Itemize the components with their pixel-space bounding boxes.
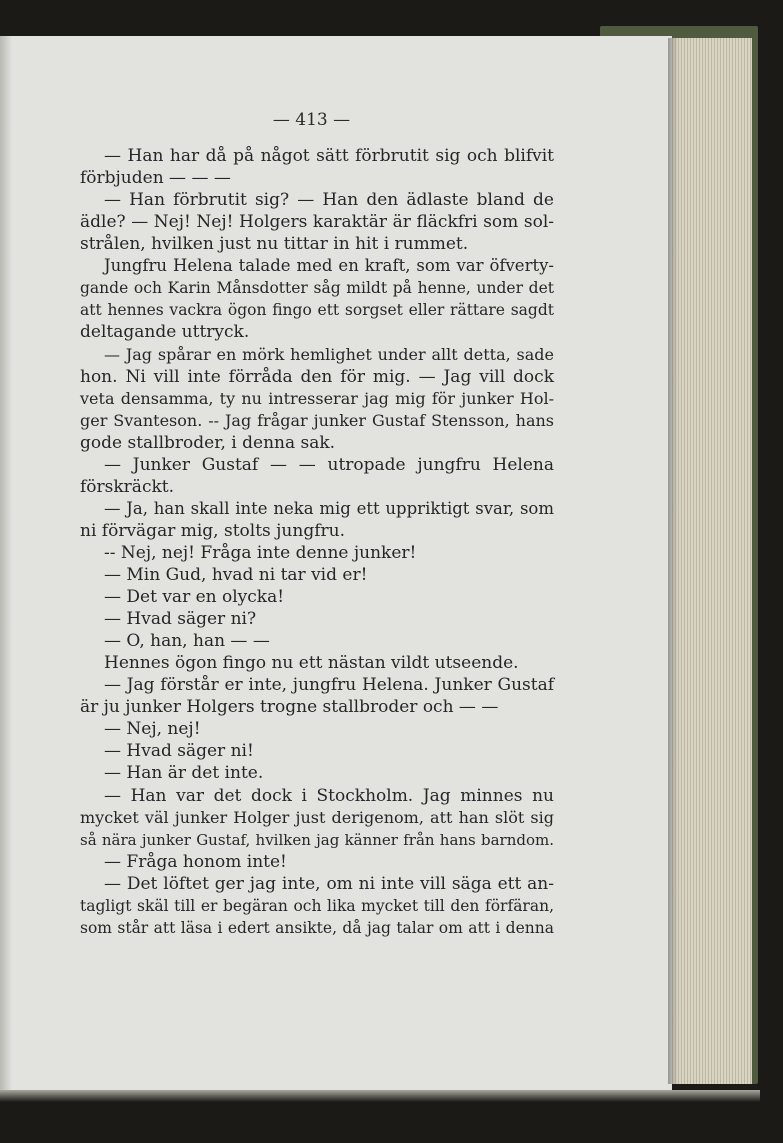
text-line: — Hvad säger ni! bbox=[104, 741, 254, 762]
page-gutter-shadow bbox=[0, 36, 12, 1092]
text-line: förskräckt. bbox=[80, 476, 174, 497]
text-line: förbjuden — — — bbox=[80, 168, 231, 189]
page-number: — 413 — bbox=[272, 110, 351, 130]
text-line: ni förvägar mig, stolts jungfru. bbox=[80, 520, 345, 541]
text-line: att hennes vackra ögon fingo ett sorgset eller rättare sagdt bbox=[80, 301, 554, 320]
text-line: — Min Gud, hvad ni tar vid er! bbox=[104, 565, 368, 585]
text-line: ädle? — Nej! Nej! Holgers karaktär är fläckfri som sol- bbox=[80, 212, 554, 233]
text-line: — Ja, han skall inte neka mig ett uppriktigt svar, som bbox=[104, 498, 554, 518]
text-line: är ju junker Holgers trogne stallbroder och — — bbox=[80, 697, 499, 718]
text-line: Hennes ögon fingo nu ett nästan vildt utseende. bbox=[104, 653, 519, 674]
text-line: — Fråga honom inte! bbox=[104, 851, 287, 872]
text-line: — Det var en olycka! bbox=[104, 587, 285, 607]
text-line: — Jag spårar en mörk hemlighet under allt detta, sade bbox=[104, 344, 554, 364]
fore-edge-shadow bbox=[668, 38, 678, 1084]
text-line: gande och Karin Månsdotter såg mildt på henne, under det bbox=[80, 279, 554, 298]
text-line: — O, han, han — — bbox=[104, 631, 270, 652]
text-line: deltagande uttryck. bbox=[80, 322, 250, 343]
page-bottom-edge bbox=[0, 1090, 760, 1102]
text-line: hon. Ni vill inte förråda den för mig. — Jag vill dock bbox=[80, 366, 554, 387]
text-line: ger Svanteson. -- Jag frågar junker Gustaf Stensson, hans bbox=[80, 410, 554, 430]
text-line: — Jag förstår er inte, jungfru Helena. Junker Gustaf bbox=[104, 675, 554, 696]
text-line: -- Nej, nej! Fråga inte denne junker! bbox=[104, 542, 417, 563]
text-line: veta densamma, ty nu intresserar jag mig för junker Hol- bbox=[80, 388, 554, 408]
text-line: strålen, hvilken just nu tittar in hit i rummet. bbox=[80, 234, 469, 255]
text-line: som står att läsa i edert ansikte, då jag talar om att i denna bbox=[80, 918, 554, 937]
page-block-fore-edge bbox=[668, 38, 752, 1084]
text-line: — Han har då på något sätt förbrutit sig och blifvit bbox=[104, 146, 554, 166]
text-line: — Han är det inte. bbox=[104, 763, 264, 784]
text-line: Jungfru Helena talade med en kraft, som var öfverty- bbox=[104, 256, 554, 276]
text-line: gode stallbroder, i denna sak. bbox=[80, 432, 336, 453]
text-line: — Han var det dock i Stockholm. Jag minnes nu bbox=[104, 785, 554, 806]
text-line: så nära junker Gustaf, hvilken jag känner från hans barndom. bbox=[80, 830, 554, 849]
text-line: mycket väl junker Holger just derigenom, att han slöt sig bbox=[80, 807, 554, 827]
text-line: — Junker Gustaf — — utropade jungfru Helena bbox=[104, 454, 554, 475]
text-line: tagligt skäl till er begäran och lika mycket till den förfäran, bbox=[80, 896, 554, 915]
text-line: — Han förbrutit sig? — Han den ädlaste bland de bbox=[104, 190, 554, 211]
text-line: — Det löftet ger jag inte, om ni inte vill säga ett an- bbox=[104, 873, 554, 894]
text-line: — Nej, nej! bbox=[104, 719, 201, 740]
text-line: — Hvad säger ni? bbox=[104, 609, 257, 629]
